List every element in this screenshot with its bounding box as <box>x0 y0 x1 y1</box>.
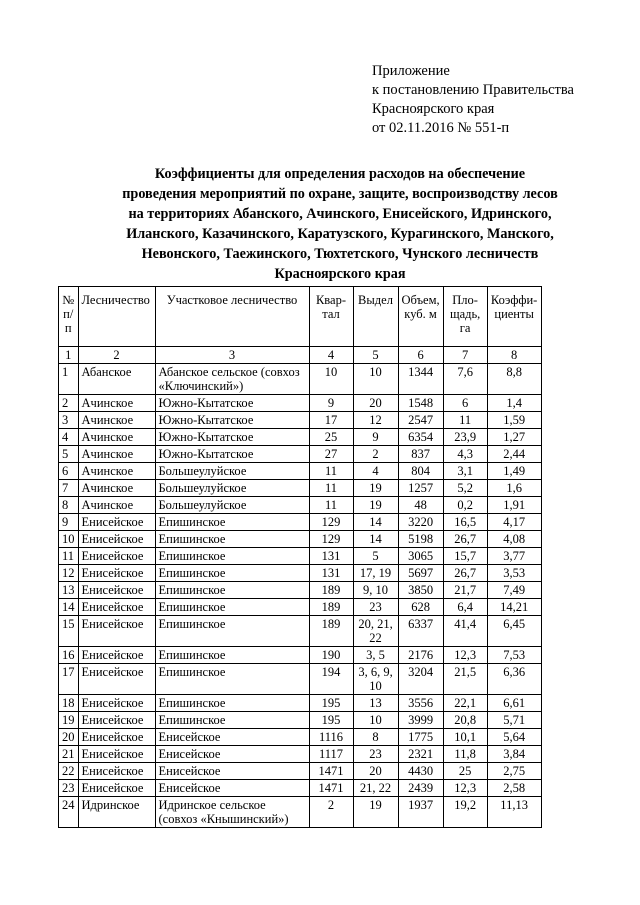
cell-coefficient: 6,61 <box>487 695 541 712</box>
column-number: 3 <box>155 347 309 364</box>
cell-area: 0,2 <box>443 497 487 514</box>
cell-allotment: 3, 5 <box>353 647 398 664</box>
cell-district-forestry: Епишинское <box>155 599 309 616</box>
cell-allotment: 4 <box>353 463 398 480</box>
cell-number: 16 <box>59 647 79 664</box>
cell-district-forestry: Епишинское <box>155 548 309 565</box>
cell-area: 11 <box>443 412 487 429</box>
cell-coefficient: 3,53 <box>487 565 541 582</box>
cell-area: 41,4 <box>443 616 487 647</box>
cell-number: 5 <box>59 446 79 463</box>
cell-area: 12,3 <box>443 780 487 797</box>
cell-district-forestry: Епишинское <box>155 565 309 582</box>
cell-district-forestry: Идринское сельское (совхоз «Кнышинский») <box>155 797 309 828</box>
cell-forestry: Енисейское <box>78 565 155 582</box>
header-volume: Объем, куб. м <box>398 287 443 347</box>
cell-coefficient: 2,75 <box>487 763 541 780</box>
cell-coefficient: 7,53 <box>487 647 541 664</box>
cell-forestry: Ачинское <box>78 446 155 463</box>
cell-area: 20,8 <box>443 712 487 729</box>
column-number: 1 <box>59 347 79 364</box>
cell-coefficient: 8,8 <box>487 364 541 395</box>
cell-area: 16,5 <box>443 514 487 531</box>
cell-quarter: 131 <box>309 565 353 582</box>
cell-forestry: Ачинское <box>78 395 155 412</box>
cell-quarter: 189 <box>309 599 353 616</box>
cell-quarter: 1117 <box>309 746 353 763</box>
cell-quarter: 17 <box>309 412 353 429</box>
title-line: Невонского, Таежинского, Тюхтетского, Чунского лесничеств <box>141 246 539 262</box>
cell-allotment: 10 <box>353 712 398 729</box>
cell-quarter: 11 <box>309 497 353 514</box>
cell-quarter: 2 <box>309 797 353 828</box>
cell-number: 6 <box>59 463 79 480</box>
cell-volume: 3556 <box>398 695 443 712</box>
table-row <box>59 480 542 497</box>
cell-coefficient: 1,91 <box>487 497 541 514</box>
cell-coefficient: 4,17 <box>487 514 541 531</box>
cell-volume: 2321 <box>398 746 443 763</box>
cell-district-forestry: Епишинское <box>155 664 309 695</box>
cell-allotment: 21, 22 <box>353 780 398 797</box>
column-number: 4 <box>309 347 353 364</box>
header-quarter: Квар-тал <box>309 287 353 347</box>
cell-area: 7,6 <box>443 364 487 395</box>
cell-district-forestry: Епишинское <box>155 514 309 531</box>
table-row <box>59 429 542 446</box>
table-row <box>59 599 542 616</box>
cell-forestry: Идринское <box>78 797 155 828</box>
cell-forestry: Енисейское <box>78 582 155 599</box>
cell-allotment: 23 <box>353 599 398 616</box>
cell-coefficient: 11,13 <box>487 797 541 828</box>
cell-area: 21,7 <box>443 582 487 599</box>
cell-number: 22 <box>59 763 79 780</box>
table-row <box>59 446 542 463</box>
cell-volume: 3204 <box>398 664 443 695</box>
cell-quarter: 9 <box>309 395 353 412</box>
title-line: проведения мероприятий по охране, защите, воспроизводству лесов <box>122 186 558 202</box>
header-area: Пло-щадь, га <box>443 287 487 347</box>
cell-volume: 3220 <box>398 514 443 531</box>
table-row <box>59 616 542 647</box>
cell-quarter: 27 <box>309 446 353 463</box>
cell-coefficient: 7,49 <box>487 582 541 599</box>
column-number: 7 <box>443 347 487 364</box>
cell-allotment: 2 <box>353 446 398 463</box>
cell-district-forestry: Епишинское <box>155 695 309 712</box>
cell-forestry: Енисейское <box>78 695 155 712</box>
cell-quarter: 195 <box>309 712 353 729</box>
table-row <box>59 763 542 780</box>
cell-forestry: Ачинское <box>78 429 155 446</box>
cell-allotment: 14 <box>353 531 398 548</box>
title-line: Иланского, Казачинского, Каратузского, Курагинского, Манского, <box>126 226 554 242</box>
cell-quarter: 190 <box>309 647 353 664</box>
table-row <box>59 395 542 412</box>
cell-quarter: 11 <box>309 480 353 497</box>
cell-coefficient: 1,4 <box>487 395 541 412</box>
cell-quarter: 189 <box>309 616 353 647</box>
header-district-forestry: Участковое лесничество <box>155 287 309 347</box>
cell-allotment: 17, 19 <box>353 565 398 582</box>
cell-forestry: Енисейское <box>78 664 155 695</box>
cell-quarter: 195 <box>309 695 353 712</box>
cell-area: 19,2 <box>443 797 487 828</box>
title-line: на территориях Абанского, Ачинского, Енисейского, Идринского, <box>128 206 552 222</box>
cell-volume: 6354 <box>398 429 443 446</box>
cell-forestry: Ачинское <box>78 412 155 429</box>
title-line: Красноярского края <box>274 266 406 282</box>
cell-number: 18 <box>59 695 79 712</box>
cell-quarter: 1471 <box>309 780 353 797</box>
cell-district-forestry: Южно-Кытатское <box>155 395 309 412</box>
appendix-line: от 02.11.2016 № 551-п <box>372 120 510 136</box>
cell-volume: 2547 <box>398 412 443 429</box>
cell-quarter: 1116 <box>309 729 353 746</box>
cell-allotment: 8 <box>353 729 398 746</box>
cell-coefficient: 4,08 <box>487 531 541 548</box>
cell-forestry: Енисейское <box>78 746 155 763</box>
cell-volume: 48 <box>398 497 443 514</box>
cell-volume: 5198 <box>398 531 443 548</box>
cell-area: 21,5 <box>443 664 487 695</box>
appendix-line: Красноярского края <box>372 101 495 117</box>
cell-volume: 6337 <box>398 616 443 647</box>
cell-volume: 837 <box>398 446 443 463</box>
cell-forestry: Абанское <box>78 364 155 395</box>
header-forestry: Лесничество <box>78 287 155 347</box>
cell-volume: 1257 <box>398 480 443 497</box>
cell-area: 11,8 <box>443 746 487 763</box>
cell-allotment: 19 <box>353 497 398 514</box>
table-row <box>59 412 542 429</box>
cell-area: 25 <box>443 763 487 780</box>
cell-forestry: Енисейское <box>78 531 155 548</box>
table-row <box>59 497 542 514</box>
cell-forestry: Енисейское <box>78 616 155 647</box>
cell-district-forestry: Енисейское <box>155 780 309 797</box>
cell-allotment: 13 <box>353 695 398 712</box>
cell-coefficient: 1,6 <box>487 480 541 497</box>
cell-coefficient: 1,59 <box>487 412 541 429</box>
cell-area: 5,2 <box>443 480 487 497</box>
cell-number: 7 <box>59 480 79 497</box>
cell-number: 4 <box>59 429 79 446</box>
cell-quarter: 10 <box>309 364 353 395</box>
cell-area: 26,7 <box>443 565 487 582</box>
cell-district-forestry: Большеулуйское <box>155 497 309 514</box>
cell-coefficient: 2,58 <box>487 780 541 797</box>
cell-coefficient: 5,71 <box>487 712 541 729</box>
cell-number: 24 <box>59 797 79 828</box>
cell-coefficient: 5,64 <box>487 729 541 746</box>
cell-forestry: Енисейское <box>78 729 155 746</box>
table-row <box>59 664 542 695</box>
cell-allotment: 9, 10 <box>353 582 398 599</box>
cell-quarter: 129 <box>309 531 353 548</box>
table-header-row <box>59 287 542 347</box>
cell-number: 3 <box>59 412 79 429</box>
cell-area: 4,3 <box>443 446 487 463</box>
cell-number: 20 <box>59 729 79 746</box>
cell-district-forestry: Абанское сельское (совхоз «Ключинский») <box>155 364 309 395</box>
cell-volume: 1548 <box>398 395 443 412</box>
table-row <box>59 514 542 531</box>
cell-district-forestry: Южно-Кытатское <box>155 446 309 463</box>
column-number: 6 <box>398 347 443 364</box>
cell-district-forestry: Большеулуйское <box>155 480 309 497</box>
cell-quarter: 189 <box>309 582 353 599</box>
cell-allotment: 5 <box>353 548 398 565</box>
cell-number: 11 <box>59 548 79 565</box>
cell-quarter: 11 <box>309 463 353 480</box>
table-row <box>59 647 542 664</box>
table-row <box>59 746 542 763</box>
cell-forestry: Енисейское <box>78 712 155 729</box>
cell-coefficient: 6,45 <box>487 616 541 647</box>
cell-forestry: Енисейское <box>78 548 155 565</box>
cell-number: 9 <box>59 514 79 531</box>
cell-number: 17 <box>59 664 79 695</box>
cell-allotment: 20, 21, 22 <box>353 616 398 647</box>
title-line: Коэффициенты для определения расходов на обеспечение <box>154 166 526 182</box>
cell-coefficient: 1,27 <box>487 429 541 446</box>
table-row <box>59 695 542 712</box>
cell-coefficient: 2,44 <box>487 446 541 463</box>
column-number: 8 <box>487 347 541 364</box>
cell-coefficient: 14,21 <box>487 599 541 616</box>
column-number-row <box>59 347 542 364</box>
document-title <box>100 164 580 284</box>
column-number: 5 <box>353 347 398 364</box>
cell-volume: 628 <box>398 599 443 616</box>
appendix-block <box>372 62 574 138</box>
cell-allotment: 12 <box>353 412 398 429</box>
cell-district-forestry: Епишинское <box>155 582 309 599</box>
cell-allotment: 10 <box>353 364 398 395</box>
cell-number: 8 <box>59 497 79 514</box>
cell-area: 23,9 <box>443 429 487 446</box>
cell-allotment: 19 <box>353 480 398 497</box>
cell-area: 26,7 <box>443 531 487 548</box>
cell-allotment: 23 <box>353 746 398 763</box>
cell-district-forestry: Епишинское <box>155 616 309 647</box>
cell-forestry: Енисейское <box>78 514 155 531</box>
cell-allotment: 19 <box>353 797 398 828</box>
cell-area: 12,3 <box>443 647 487 664</box>
cell-allotment: 20 <box>353 763 398 780</box>
cell-area: 22,1 <box>443 695 487 712</box>
cell-number: 19 <box>59 712 79 729</box>
table-row <box>59 463 542 480</box>
cell-forestry: Енисейское <box>78 647 155 664</box>
cell-number: 10 <box>59 531 79 548</box>
cell-district-forestry: Епишинское <box>155 647 309 664</box>
cell-volume: 4430 <box>398 763 443 780</box>
cell-number: 2 <box>59 395 79 412</box>
cell-number: 1 <box>59 364 79 395</box>
cell-volume: 2176 <box>398 647 443 664</box>
cell-district-forestry: Епишинское <box>155 712 309 729</box>
cell-quarter: 1471 <box>309 763 353 780</box>
cell-number: 21 <box>59 746 79 763</box>
cell-number: 23 <box>59 780 79 797</box>
cell-area: 6 <box>443 395 487 412</box>
cell-district-forestry: Епишинское <box>155 531 309 548</box>
cell-coefficient: 3,84 <box>487 746 541 763</box>
header-number: № п/п <box>59 287 79 347</box>
cell-quarter: 129 <box>309 514 353 531</box>
cell-allotment: 20 <box>353 395 398 412</box>
cell-coefficient: 1,49 <box>487 463 541 480</box>
table-body <box>59 364 542 828</box>
column-number: 2 <box>78 347 155 364</box>
cell-volume: 3065 <box>398 548 443 565</box>
cell-volume: 1344 <box>398 364 443 395</box>
cell-volume: 2439 <box>398 780 443 797</box>
cell-number: 13 <box>59 582 79 599</box>
cell-district-forestry: Южно-Кытатское <box>155 412 309 429</box>
appendix-line: к постановлению Правительства <box>372 82 574 98</box>
appendix-line: Приложение <box>372 63 450 79</box>
cell-volume: 1937 <box>398 797 443 828</box>
cell-area: 15,7 <box>443 548 487 565</box>
cell-quarter: 194 <box>309 664 353 695</box>
cell-district-forestry: Енисейское <box>155 729 309 746</box>
table-row <box>59 531 542 548</box>
cell-coefficient: 3,77 <box>487 548 541 565</box>
cell-number: 15 <box>59 616 79 647</box>
table-row <box>59 565 542 582</box>
cell-volume: 5697 <box>398 565 443 582</box>
cell-allotment: 14 <box>353 514 398 531</box>
cell-volume: 804 <box>398 463 443 480</box>
cell-allotment: 3, 6, 9, 10 <box>353 664 398 695</box>
cell-district-forestry: Енисейское <box>155 746 309 763</box>
cell-forestry: Енисейское <box>78 599 155 616</box>
cell-quarter: 131 <box>309 548 353 565</box>
cell-volume: 3999 <box>398 712 443 729</box>
table-row <box>59 729 542 746</box>
cell-forestry: Ачинское <box>78 480 155 497</box>
table-row <box>59 582 542 599</box>
cell-volume: 3850 <box>398 582 443 599</box>
table-row <box>59 797 542 828</box>
cell-forestry: Енисейское <box>78 780 155 797</box>
table-row <box>59 548 542 565</box>
cell-allotment: 9 <box>353 429 398 446</box>
cell-forestry: Ачинское <box>78 497 155 514</box>
cell-area: 6,4 <box>443 599 487 616</box>
header-coefficients: Коэффи-циенты <box>487 287 541 347</box>
header-allotment: Выдел <box>353 287 398 347</box>
cell-district-forestry: Енисейское <box>155 763 309 780</box>
table-row <box>59 780 542 797</box>
cell-number: 14 <box>59 599 79 616</box>
cell-area: 10,1 <box>443 729 487 746</box>
cell-coefficient: 6,36 <box>487 664 541 695</box>
cell-quarter: 25 <box>309 429 353 446</box>
cell-area: 3,1 <box>443 463 487 480</box>
table-row <box>59 712 542 729</box>
coefficients-table <box>58 286 542 828</box>
cell-volume: 1775 <box>398 729 443 746</box>
table-row <box>59 364 542 395</box>
cell-number: 12 <box>59 565 79 582</box>
cell-forestry: Енисейское <box>78 763 155 780</box>
cell-district-forestry: Большеулуйское <box>155 463 309 480</box>
cell-district-forestry: Южно-Кытатское <box>155 429 309 446</box>
cell-forestry: Ачинское <box>78 463 155 480</box>
